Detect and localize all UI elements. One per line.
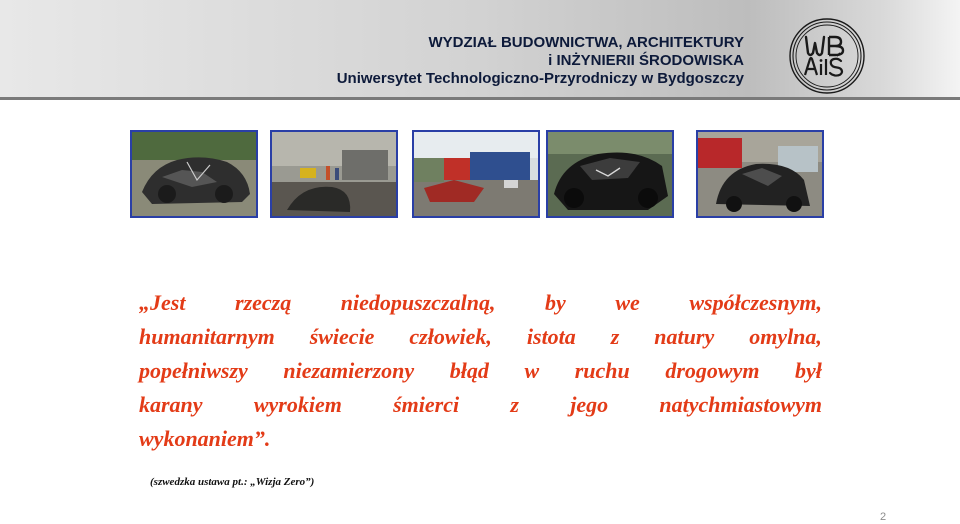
quote-word: natury: [654, 324, 715, 349]
quote-text: [139, 286, 822, 456]
quote-word: natychmiastowym: [659, 392, 822, 417]
quote-word: we: [615, 290, 640, 315]
quote-line: [139, 388, 822, 422]
truck-crash-photo: [270, 130, 398, 218]
quote-word: karany: [139, 392, 203, 417]
quote-word: istota: [526, 324, 576, 349]
quote-word: niedopuszczalną,: [340, 290, 496, 315]
quote-source: (szwedzka ustawa pt.: „Wizja Zero”): [150, 476, 315, 488]
quote-word: z: [510, 392, 519, 417]
institution-line-3: Uniwersytet Technologiczno-Przyrodniczy w Bydgoszczy: [336, 70, 744, 87]
quote-word: omylna,: [749, 324, 822, 349]
quote-word: wykonaniem”.: [139, 426, 271, 451]
quote-word: w: [524, 358, 540, 383]
quote-word: z: [610, 324, 620, 349]
quote-word: błąd: [449, 358, 489, 383]
quote-line: [139, 286, 822, 320]
quote-word: był: [795, 358, 822, 383]
quote-word: popełniwszy: [139, 358, 248, 383]
institution-name: [144, 34, 744, 88]
quote-word: rzeczą: [235, 290, 292, 315]
quote-word: współczesnym,: [689, 290, 822, 315]
quote-word: świecie: [309, 324, 375, 349]
quote-word: człowiek,: [409, 324, 492, 349]
quote-word: wyrokiem: [253, 392, 342, 417]
quote-word: śmierci: [393, 392, 460, 417]
quote-word: jego: [570, 392, 609, 417]
quote-word: ruchu: [574, 358, 630, 383]
quote-line: [139, 320, 822, 354]
truck-crash-photo: [412, 130, 540, 218]
header-divider: [0, 97, 960, 100]
quote-word: „Jest: [139, 290, 186, 315]
page-number: 2: [880, 511, 887, 523]
quote-word: humanitarnym: [139, 324, 275, 349]
quote-line: [139, 422, 822, 456]
wrecked-car-photo: [696, 130, 824, 218]
institution-line-2: i INŻYNIERII ŚRODOWISKA: [548, 52, 744, 69]
accident-photo-strip: [128, 130, 828, 220]
wrecked-car-photo: [546, 130, 674, 218]
faculty-logo: [788, 17, 866, 95]
institution-line-1: WYDZIAŁ BUDOWNICTWA, ARCHITEKTURY: [428, 34, 744, 51]
wrecked-car-photo: [130, 130, 258, 218]
quote-word: drogowym: [665, 358, 760, 383]
quote-line: [139, 354, 822, 388]
quote-word: by: [545, 290, 566, 315]
quote-word: niezamierzony: [283, 358, 415, 383]
